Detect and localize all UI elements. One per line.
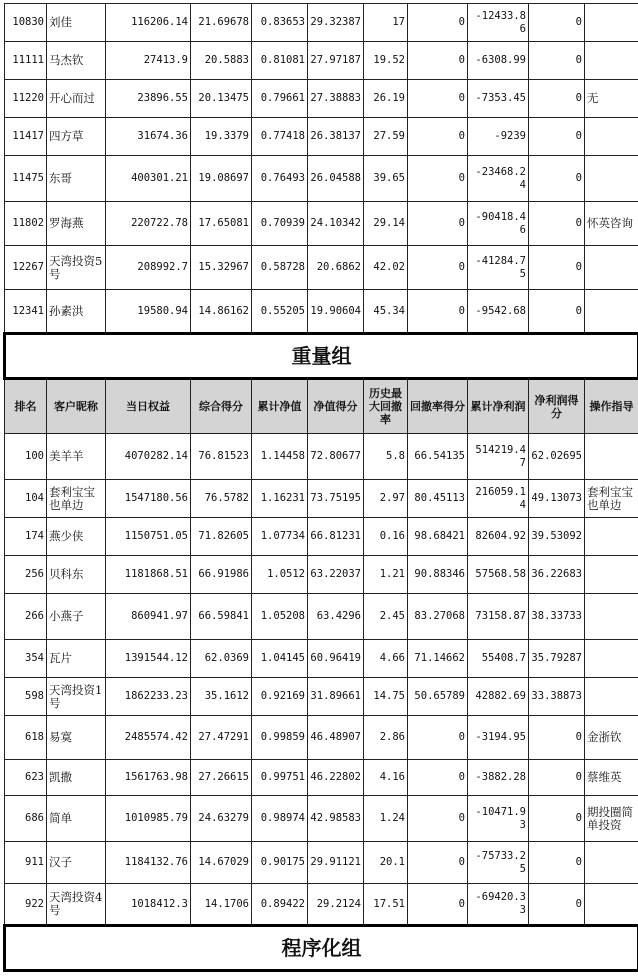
- cell-score: 14.1706: [191, 884, 252, 926]
- cell-nav: 0.58728: [252, 246, 308, 290]
- cell-rank: 174: [5, 518, 47, 556]
- cell-nav: 1.16231: [252, 480, 308, 518]
- header-net-profit: 累计净利润: [468, 379, 529, 434]
- cell-nav-score: 63.4296: [308, 594, 364, 640]
- cell-rank: 11802: [5, 202, 47, 246]
- cell-nav: 1.04145: [252, 640, 308, 678]
- cell-score: 66.91986: [191, 556, 252, 594]
- cell-net-profit: -23468.24: [468, 156, 529, 202]
- cell-profit-score: 0: [529, 842, 585, 884]
- cell-nav-score: 27.38883: [308, 80, 364, 118]
- cell-score: 19.3379: [191, 118, 252, 156]
- cell-equity: 1862233.23: [106, 678, 191, 716]
- cell-profit-score: 0: [529, 716, 585, 760]
- cell-nav: 0.99859: [252, 716, 308, 760]
- cell-drawdown: 0.16: [364, 518, 408, 556]
- cell-nav: 0.77418: [252, 118, 308, 156]
- cell-rank: 11220: [5, 80, 47, 118]
- cell-profit-score: 0: [529, 290, 585, 334]
- cell-nav: 0.99751: [252, 760, 308, 796]
- cell-profit-score: 39.53092: [529, 518, 585, 556]
- cell-rank: 12341: [5, 290, 47, 334]
- cell-net-profit: -3882.28: [468, 760, 529, 796]
- cell-nav-score: 26.38137: [308, 118, 364, 156]
- cell-name: 凯撒: [47, 760, 106, 796]
- cell-rank: 354: [5, 640, 47, 678]
- cell-dd-score: 0: [408, 202, 468, 246]
- cell-guide: 金浙钦: [585, 716, 638, 760]
- cell-rank: 12267: [5, 246, 47, 290]
- cell-guide: 套利宝宝也单边: [585, 480, 638, 518]
- cell-net-profit: -90418.46: [468, 202, 529, 246]
- cell-net-profit: -41284.75: [468, 246, 529, 290]
- cell-equity: 1018412.3: [106, 884, 191, 926]
- cell-nav-score: 63.22037: [308, 556, 364, 594]
- cell-drawdown: 2.86: [364, 716, 408, 760]
- header-equity: 当日权益: [106, 379, 191, 434]
- cell-score: 14.86162: [191, 290, 252, 334]
- cell-nav-score: 60.96419: [308, 640, 364, 678]
- cell-name: 套利宝宝也单边: [47, 480, 106, 518]
- cell-equity: 1150751.05: [106, 518, 191, 556]
- header-drawdown: 历史最大回撤率: [364, 379, 408, 434]
- cell-profit-score: 0: [529, 156, 585, 202]
- cell-rank: 11111: [5, 42, 47, 80]
- cell-drawdown: 45.34: [364, 290, 408, 334]
- cell-nav-score: 19.90604: [308, 290, 364, 334]
- cell-guide: 无: [585, 80, 638, 118]
- cell-nav: 0.55205: [252, 290, 308, 334]
- cell-rank: 686: [5, 796, 47, 842]
- table-row: [5, 796, 638, 842]
- table-row: [5, 42, 638, 80]
- cell-guide: [585, 518, 638, 556]
- cell-nav: 1.0512: [252, 556, 308, 594]
- cell-equity: 220722.78: [106, 202, 191, 246]
- cell-net-profit: 216059.14: [468, 480, 529, 518]
- cell-net-profit: -7353.45: [468, 80, 529, 118]
- cell-nav: 0.79661: [252, 80, 308, 118]
- cell-nav-score: 20.6862: [308, 246, 364, 290]
- top-rows-group: [5, 4, 638, 334]
- cell-net-profit: -3194.95: [468, 716, 529, 760]
- cell-score: 19.08697: [191, 156, 252, 202]
- cell-profit-score: 0: [529, 246, 585, 290]
- cell-guide: 蔡维英: [585, 760, 638, 796]
- cell-nav-score: 46.22802: [308, 760, 364, 796]
- section-title-heavy: 重量组: [5, 334, 638, 379]
- cell-dd-score: 98.68421: [408, 518, 468, 556]
- cell-nav-score: 66.81231: [308, 518, 364, 556]
- cell-rank: 104: [5, 480, 47, 518]
- cell-profit-score: 0: [529, 796, 585, 842]
- cell-nav-score: 29.32387: [308, 4, 364, 42]
- cell-profit-score: 0: [529, 4, 585, 42]
- cell-dd-score: 0: [408, 796, 468, 842]
- cell-guide: [585, 4, 638, 42]
- heavy-rows-group: [5, 434, 638, 926]
- cell-drawdown: 19.52: [364, 42, 408, 80]
- table-row: [5, 246, 638, 290]
- cell-net-profit: 57568.58: [468, 556, 529, 594]
- cell-drawdown: 26.19: [364, 80, 408, 118]
- cell-dd-score: 0: [408, 118, 468, 156]
- cell-score: 27.26615: [191, 760, 252, 796]
- cell-dd-score: 0: [408, 42, 468, 80]
- cell-score: 24.63279: [191, 796, 252, 842]
- cell-net-profit: -75733.25: [468, 842, 529, 884]
- cell-guide: 怀英咨询: [585, 202, 638, 246]
- cell-guide: [585, 434, 638, 480]
- cell-score: 35.1612: [191, 678, 252, 716]
- cell-net-profit: 73158.87: [468, 594, 529, 640]
- cell-profit-score: 0: [529, 202, 585, 246]
- cell-profit-score: 33.38873: [529, 678, 585, 716]
- header-score: 综合得分: [191, 379, 252, 434]
- cell-profit-score: 0: [529, 118, 585, 156]
- cell-name: 孙素洪: [47, 290, 106, 334]
- cell-nav: 0.90175: [252, 842, 308, 884]
- cell-guide: [585, 290, 638, 334]
- cell-dd-score: 0: [408, 716, 468, 760]
- cell-profit-score: 0: [529, 760, 585, 796]
- cell-drawdown: 1.21: [364, 556, 408, 594]
- cell-profit-score: 35.79287: [529, 640, 585, 678]
- cell-net-profit: 82604.92: [468, 518, 529, 556]
- cell-drawdown: 2.45: [364, 594, 408, 640]
- table-row: [5, 480, 638, 518]
- cell-nav-score: 31.89661: [308, 678, 364, 716]
- cell-net-profit: -9239: [468, 118, 529, 156]
- table-row: [5, 640, 638, 678]
- table-row: [5, 518, 638, 556]
- cell-drawdown: 42.02: [364, 246, 408, 290]
- cell-score: 76.5782: [191, 480, 252, 518]
- cell-rank: 922: [5, 884, 47, 926]
- cell-name: 四方草: [47, 118, 106, 156]
- cell-score: 27.47291: [191, 716, 252, 760]
- cell-nav-score: 29.2124: [308, 884, 364, 926]
- cell-drawdown: 5.8: [364, 434, 408, 480]
- cell-name: 汉子: [47, 842, 106, 884]
- cell-guide: [585, 640, 638, 678]
- table-row: [5, 884, 638, 926]
- cell-rank: 11417: [5, 118, 47, 156]
- cell-guide: [585, 678, 638, 716]
- cell-equity: 116206.14: [106, 4, 191, 42]
- cell-dd-score: 83.27068: [408, 594, 468, 640]
- cell-dd-score: 0: [408, 842, 468, 884]
- cell-score: 71.82605: [191, 518, 252, 556]
- cell-rank: 618: [5, 716, 47, 760]
- cell-drawdown: 2.97: [364, 480, 408, 518]
- cell-name: 易寞: [47, 716, 106, 760]
- header-group: [5, 379, 638, 434]
- cell-name: 天湾投资1号: [47, 678, 106, 716]
- cell-equity: 2485574.42: [106, 716, 191, 760]
- cell-name: 天湾投资4号: [47, 884, 106, 926]
- cell-name: 瓦片: [47, 640, 106, 678]
- cell-equity: 1391544.12: [106, 640, 191, 678]
- header-rank: 排名: [5, 379, 47, 434]
- cell-dd-score: 50.65789: [408, 678, 468, 716]
- cell-equity: 208992.7: [106, 246, 191, 290]
- cell-dd-score: 80.45113: [408, 480, 468, 518]
- cell-dd-score: 66.54135: [408, 434, 468, 480]
- cell-nav: 1.07734: [252, 518, 308, 556]
- cell-score: 62.0369: [191, 640, 252, 678]
- cell-score: 17.65081: [191, 202, 252, 246]
- cell-nav: 0.70939: [252, 202, 308, 246]
- table-row: [5, 594, 638, 640]
- cell-score: 20.5883: [191, 42, 252, 80]
- cell-drawdown: 27.59: [364, 118, 408, 156]
- cell-score: 76.81523: [191, 434, 252, 480]
- cell-guide: [585, 156, 638, 202]
- cell-profit-score: 0: [529, 80, 585, 118]
- cell-nav-score: 73.75195: [308, 480, 364, 518]
- header-row: [5, 379, 638, 434]
- cell-rank: 256: [5, 556, 47, 594]
- table-row: [5, 716, 638, 760]
- cell-name: 刘佳: [47, 4, 106, 42]
- cell-nav-score: 24.10342: [308, 202, 364, 246]
- cell-name: 天湾投资5号: [47, 246, 106, 290]
- cell-net-profit: 55408.7: [468, 640, 529, 678]
- cell-drawdown: 1.24: [364, 796, 408, 842]
- ranking-table: [3, 3, 638, 972]
- cell-nav: 1.14458: [252, 434, 308, 480]
- cell-net-profit: 42882.69: [468, 678, 529, 716]
- cell-name: 开心而过: [47, 80, 106, 118]
- cell-nav-score: 46.48907: [308, 716, 364, 760]
- cell-net-profit: -6308.99: [468, 42, 529, 80]
- cell-nav: 0.89422: [252, 884, 308, 926]
- table-row: [5, 118, 638, 156]
- cell-profit-score: 0: [529, 884, 585, 926]
- cell-net-profit: -12433.86: [468, 4, 529, 42]
- ranking-sheet: [3, 3, 637, 972]
- cell-equity: 1181868.51: [106, 556, 191, 594]
- cell-net-profit: 514219.47: [468, 434, 529, 480]
- cell-equity: 1010985.79: [106, 796, 191, 842]
- cell-drawdown: 4.66: [364, 640, 408, 678]
- cell-net-profit: -69420.33: [468, 884, 529, 926]
- header-nav: 累计净值: [252, 379, 308, 434]
- cell-rank: 266: [5, 594, 47, 640]
- cell-guide: [585, 842, 638, 884]
- cell-score: 14.67029: [191, 842, 252, 884]
- cell-equity: 400301.21: [106, 156, 191, 202]
- section-heavy: [5, 334, 638, 379]
- cell-name: 燕少侠: [47, 518, 106, 556]
- cell-equity: 1184132.76: [106, 842, 191, 884]
- cell-nav: 0.98974: [252, 796, 308, 842]
- cell-dd-score: 0: [408, 884, 468, 926]
- table-row: [5, 290, 638, 334]
- table-row: [5, 4, 638, 42]
- cell-nav: 1.05208: [252, 594, 308, 640]
- cell-dd-score: 0: [408, 290, 468, 334]
- table-row: [5, 434, 638, 480]
- cell-score: 21.69678: [191, 4, 252, 42]
- cell-name: 小燕子: [47, 594, 106, 640]
- cell-nav-score: 27.97187: [308, 42, 364, 80]
- cell-net-profit: -10471.93: [468, 796, 529, 842]
- header-profit-score: 净利润得分: [529, 379, 585, 434]
- cell-guide: 期投圈简单投资: [585, 796, 638, 842]
- table-row: [5, 760, 638, 796]
- cell-nav-score: 29.91121: [308, 842, 364, 884]
- cell-nav-score: 72.80677: [308, 434, 364, 480]
- cell-drawdown: 17: [364, 4, 408, 42]
- header-name: 客户昵称: [47, 379, 106, 434]
- cell-guide: [585, 594, 638, 640]
- cell-equity: 31674.36: [106, 118, 191, 156]
- cell-name: 贝科东: [47, 556, 106, 594]
- cell-profit-score: 36.22683: [529, 556, 585, 594]
- cell-rank: 598: [5, 678, 47, 716]
- table-row: [5, 80, 638, 118]
- cell-net-profit: -9542.68: [468, 290, 529, 334]
- cell-rank: 100: [5, 434, 47, 480]
- cell-guide: [585, 118, 638, 156]
- cell-name: 东哥: [47, 156, 106, 202]
- cell-dd-score: 0: [408, 80, 468, 118]
- section-program: [5, 926, 638, 971]
- cell-equity: 860941.97: [106, 594, 191, 640]
- table-row: [5, 678, 638, 716]
- cell-score: 66.59841: [191, 594, 252, 640]
- cell-dd-score: 0: [408, 246, 468, 290]
- cell-equity: 19580.94: [106, 290, 191, 334]
- cell-guide: [585, 556, 638, 594]
- cell-dd-score: 71.14662: [408, 640, 468, 678]
- cell-guide: [585, 884, 638, 926]
- header-nav-score: 净值得分: [308, 379, 364, 434]
- cell-dd-score: 0: [408, 4, 468, 42]
- section-title-program: 程序化组: [5, 926, 638, 971]
- cell-equity: 27413.9: [106, 42, 191, 80]
- table-row: [5, 556, 638, 594]
- cell-name: 马杰钦: [47, 42, 106, 80]
- cell-profit-score: 0: [529, 42, 585, 80]
- cell-nav-score: 42.98583: [308, 796, 364, 842]
- cell-profit-score: 62.02695: [529, 434, 585, 480]
- cell-nav: 0.92169: [252, 678, 308, 716]
- header-dd-score: 回撤率得分: [408, 379, 468, 434]
- cell-nav: 0.81081: [252, 42, 308, 80]
- cell-drawdown: 29.14: [364, 202, 408, 246]
- table-row: [5, 202, 638, 246]
- cell-dd-score: 0: [408, 760, 468, 796]
- cell-drawdown: 14.75: [364, 678, 408, 716]
- cell-rank: 11475: [5, 156, 47, 202]
- cell-rank: 911: [5, 842, 47, 884]
- cell-rank: 623: [5, 760, 47, 796]
- header-guide: 操作指导: [585, 379, 638, 434]
- cell-dd-score: 90.88346: [408, 556, 468, 594]
- cell-guide: [585, 246, 638, 290]
- table-row: [5, 156, 638, 202]
- table-row: [5, 842, 638, 884]
- cell-guide: [585, 42, 638, 80]
- cell-nav: 0.83653: [252, 4, 308, 42]
- cell-equity: 1547180.56: [106, 480, 191, 518]
- cell-nav-score: 26.04588: [308, 156, 364, 202]
- cell-rank: 10830: [5, 4, 47, 42]
- cell-name: 罗海燕: [47, 202, 106, 246]
- cell-score: 20.13475: [191, 80, 252, 118]
- cell-drawdown: 20.1: [364, 842, 408, 884]
- cell-drawdown: 39.65: [364, 156, 408, 202]
- cell-equity: 1561763.98: [106, 760, 191, 796]
- cell-nav: 0.76493: [252, 156, 308, 202]
- cell-drawdown: 4.16: [364, 760, 408, 796]
- cell-dd-score: 0: [408, 156, 468, 202]
- cell-name: 美羊羊: [47, 434, 106, 480]
- cell-profit-score: 38.33733: [529, 594, 585, 640]
- cell-score: 15.32967: [191, 246, 252, 290]
- cell-profit-score: 49.13073: [529, 480, 585, 518]
- cell-equity: 23896.55: [106, 80, 191, 118]
- cell-equity: 4070282.14: [106, 434, 191, 480]
- cell-name: 简单: [47, 796, 106, 842]
- cell-drawdown: 17.51: [364, 884, 408, 926]
